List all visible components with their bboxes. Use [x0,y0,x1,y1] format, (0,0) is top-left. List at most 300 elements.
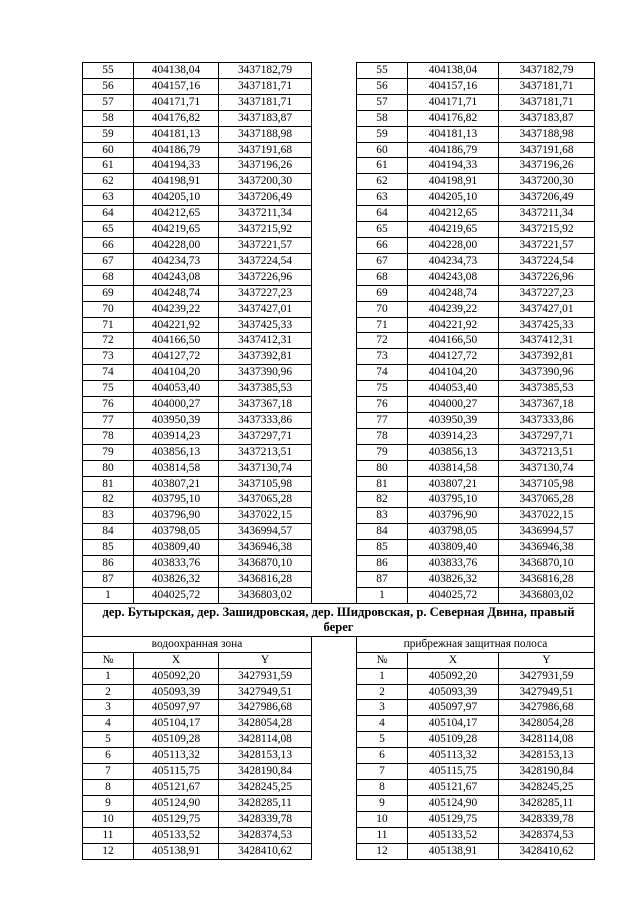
cell-y-left: 3436803,02 [219,587,312,603]
cell-y-left: 3437188,98 [219,126,312,142]
cell-num-left: 6 [83,748,134,764]
cell-num-right: 84 [357,524,408,540]
header-num-right: № [357,652,408,668]
cell-x-left: 404186,79 [134,142,219,158]
cell-num-right: 85 [357,540,408,556]
cell-y-left: 3437065,28 [219,492,312,508]
cell-num-left: 69 [83,285,134,301]
cell-x-right: 404157,16 [408,78,499,94]
cell-y-left: 3437221,57 [219,237,312,253]
cell-x-right: 403807,21 [408,476,499,492]
column-gap [312,428,357,444]
cell-x-left: 403809,40 [134,540,219,556]
column-gap [312,285,357,301]
coordinates-document [82,62,594,860]
cell-y-left: 3427986,68 [219,700,312,716]
cell-x-right: 405097,97 [408,700,499,716]
cell-y-left: 3437224,54 [219,253,312,269]
cell-x-right: 404025,72 [408,587,499,603]
cell-num-left: 73 [83,349,134,365]
cell-x-left: 404243,08 [134,269,219,285]
cell-num-left: 1 [83,668,134,684]
column-gap [312,63,357,79]
header-row [83,652,595,668]
cell-y-right: 3437181,71 [499,78,595,94]
right-caption: прибрежная защитная полоса [357,636,595,652]
cell-y-right: 3437105,98 [499,476,595,492]
table-row [83,700,595,716]
cell-num-right: 64 [357,206,408,222]
cell-x-right: 403950,39 [408,412,499,428]
cell-num-left: 5 [83,732,134,748]
cell-num-left: 9 [83,795,134,811]
cell-y-right: 3437224,54 [499,253,595,269]
cell-num-right: 65 [357,222,408,238]
table-row [83,748,595,764]
cell-num-left: 77 [83,412,134,428]
section-title-row [83,603,595,636]
cell-y-right: 3437200,30 [499,174,595,190]
header-y-right: Y [499,652,595,668]
column-gap [312,476,357,492]
cell-y-right: 3436994,57 [499,524,595,540]
cell-y-left: 3437022,15 [219,508,312,524]
cell-num-left: 76 [83,397,134,413]
cell-y-left: 3428410,62 [219,843,312,859]
cell-num-left: 8 [83,779,134,795]
cell-x-left: 404219,65 [134,222,219,238]
cell-y-left: 3437385,53 [219,381,312,397]
cell-y-left: 3437412,31 [219,333,312,349]
cell-x-right: 404219,65 [408,222,499,238]
cell-num-left: 12 [83,843,134,859]
cell-num-right: 61 [357,158,408,174]
cell-num-right: 55 [357,63,408,79]
column-gap [312,540,357,556]
cell-num-right: 74 [357,365,408,381]
cell-x-left: 403807,21 [134,476,219,492]
table-row [83,158,595,174]
table-row [83,365,595,381]
column-gap [312,412,357,428]
cell-x-left: 404127,72 [134,349,219,365]
column-gap [312,492,357,508]
cell-num-right: 1 [357,668,408,684]
cell-num-left: 71 [83,317,134,333]
cell-x-left: 404248,74 [134,285,219,301]
cell-num-right: 6 [357,748,408,764]
header-num-left: № [83,652,134,668]
header-y-left: Y [219,652,312,668]
cell-x-left: 404025,72 [134,587,219,603]
cell-x-left: 403833,76 [134,556,219,572]
column-gap [312,333,357,349]
cell-x-right: 404104,20 [408,365,499,381]
column-gap [312,732,357,748]
cell-num-right: 60 [357,142,408,158]
cell-y-left: 3437211,34 [219,206,312,222]
cell-y-right: 3437191,68 [499,142,595,158]
cell-y-left: 3437213,51 [219,444,312,460]
cell-y-left: 3437297,71 [219,428,312,444]
cell-num-right: 86 [357,556,408,572]
cell-x-left: 404205,10 [134,190,219,206]
column-gap [312,269,357,285]
cell-y-right: 3437130,74 [499,460,595,476]
cell-y-left: 3437367,18 [219,397,312,413]
table-row [83,126,595,142]
cell-y-right: 3437367,18 [499,397,595,413]
column-gap [312,158,357,174]
cell-num-right: 7 [357,764,408,780]
cell-x-right: 403814,58 [408,460,499,476]
cell-num-right: 67 [357,253,408,269]
cell-x-left: 405093,39 [134,684,219,700]
cell-y-left: 3437196,26 [219,158,312,174]
column-gap [312,301,357,317]
cell-x-left: 403814,58 [134,460,219,476]
section-title: дер. Бутырская, дер. Зашидровская, дер. Шидровская, р. Северная Двина, правый берег [83,603,595,636]
cell-y-left: 3437182,79 [219,63,312,79]
cell-x-left: 404194,33 [134,158,219,174]
cell-x-right: 404000,27 [408,397,499,413]
column-gap [312,444,357,460]
cell-y-left: 3436994,57 [219,524,312,540]
cell-num-left: 68 [83,269,134,285]
cell-y-right: 3437425,33 [499,317,595,333]
table-row [83,508,595,524]
cell-y-right: 3428285,11 [499,795,595,811]
cell-num-left: 81 [83,476,134,492]
cell-x-left: 405133,52 [134,827,219,843]
cell-x-left: 405092,20 [134,668,219,684]
cell-x-right: 405121,67 [408,779,499,795]
cell-y-right: 3437022,15 [499,508,595,524]
cell-x-right: 404181,13 [408,126,499,142]
cell-num-right: 1 [357,587,408,603]
cell-x-left: 405097,97 [134,700,219,716]
cell-num-right: 8 [357,779,408,795]
cell-x-right: 404176,82 [408,110,499,126]
cell-num-right: 87 [357,572,408,588]
column-gap [312,94,357,110]
cell-x-left: 404181,13 [134,126,219,142]
cell-num-right: 59 [357,126,408,142]
column-gap [312,748,357,764]
cell-num-left: 74 [83,365,134,381]
cell-y-left: 3437392,81 [219,349,312,365]
cell-x-right: 403826,32 [408,572,499,588]
table-row [83,412,595,428]
cell-num-left: 70 [83,301,134,317]
cell-y-left: 3428339,78 [219,811,312,827]
cell-y-right: 3437182,79 [499,63,595,79]
cell-x-left: 405113,32 [134,748,219,764]
table-row [83,206,595,222]
cell-x-right: 405104,17 [408,716,499,732]
cell-num-right: 82 [357,492,408,508]
column-gap [312,587,357,603]
cell-x-right: 404198,91 [408,174,499,190]
table-row [83,174,595,190]
cell-x-left: 404166,50 [134,333,219,349]
column-gap [312,349,357,365]
cell-x-right: 404221,92 [408,317,499,333]
cell-num-right: 83 [357,508,408,524]
cell-y-left: 3437333,86 [219,412,312,428]
cell-num-left: 60 [83,142,134,158]
table-row [83,492,595,508]
table-row [83,540,595,556]
cell-num-left: 11 [83,827,134,843]
table-row [83,190,595,206]
cell-y-right: 3427931,59 [499,668,595,684]
column-gap [312,843,357,859]
cell-y-left: 3427949,51 [219,684,312,700]
cell-num-left: 2 [83,684,134,700]
table-row [83,397,595,413]
table-row [83,444,595,460]
cell-x-left: 404104,20 [134,365,219,381]
cell-x-left: 404053,40 [134,381,219,397]
cell-y-right: 3437333,86 [499,412,595,428]
cell-x-right: 404205,10 [408,190,499,206]
cell-num-right: 57 [357,94,408,110]
column-gap [312,381,357,397]
table-row [83,253,595,269]
cell-num-left: 85 [83,540,134,556]
cell-x-left: 403826,32 [134,572,219,588]
cell-y-right: 3437215,92 [499,222,595,238]
cell-y-right: 3437227,23 [499,285,595,301]
column-gap [312,78,357,94]
column-gap [312,668,357,684]
cell-y-right: 3437412,31 [499,333,595,349]
cell-num-right: 76 [357,397,408,413]
cell-y-right: 3428114,08 [499,732,595,748]
column-gap [312,365,357,381]
cell-x-right: 405115,75 [408,764,499,780]
cell-x-right: 404234,73 [408,253,499,269]
cell-y-left: 3437206,49 [219,190,312,206]
table-row [83,795,595,811]
cell-num-right: 66 [357,237,408,253]
cell-num-left: 78 [83,428,134,444]
coordinates-table [82,62,595,860]
cell-x-left: 405129,75 [134,811,219,827]
table-row [83,843,595,859]
column-gap [312,524,357,540]
table-row [83,779,595,795]
cell-x-left: 404171,71 [134,94,219,110]
cell-num-left: 10 [83,811,134,827]
cell-y-left: 3428374,53 [219,827,312,843]
cell-y-left: 3428054,28 [219,716,312,732]
column-gap [312,636,357,652]
cell-y-left: 3436946,38 [219,540,312,556]
cell-y-right: 3428410,62 [499,843,595,859]
header-x-right: X [408,652,499,668]
cell-x-right: 403856,13 [408,444,499,460]
cell-x-left: 403950,39 [134,412,219,428]
cell-y-right: 3428245,25 [499,779,595,795]
cell-num-left: 61 [83,158,134,174]
cell-x-right: 405092,20 [408,668,499,684]
cell-x-right: 404171,71 [408,94,499,110]
cell-num-right: 62 [357,174,408,190]
cell-num-right: 69 [357,285,408,301]
cell-num-left: 75 [83,381,134,397]
cell-num-right: 71 [357,317,408,333]
cell-y-left: 3437215,92 [219,222,312,238]
cell-y-right: 3437188,98 [499,126,595,142]
cell-x-left: 403796,90 [134,508,219,524]
table-row [83,460,595,476]
column-gap [312,572,357,588]
table-row [83,476,595,492]
cell-x-right: 405093,39 [408,684,499,700]
column-gap [312,652,357,668]
cell-y-right: 3428153,13 [499,748,595,764]
table-row [83,827,595,843]
cell-y-left: 3437181,71 [219,78,312,94]
cell-x-right: 403914,23 [408,428,499,444]
cell-y-right: 3428054,28 [499,716,595,732]
cell-num-left: 67 [83,253,134,269]
column-gap [312,508,357,524]
cell-y-left: 3428114,08 [219,732,312,748]
cell-num-right: 79 [357,444,408,460]
cell-x-right: 404212,65 [408,206,499,222]
cell-num-left: 57 [83,94,134,110]
cell-num-right: 78 [357,428,408,444]
cell-num-left: 63 [83,190,134,206]
cell-y-right: 3437297,71 [499,428,595,444]
cell-y-left: 3428285,11 [219,795,312,811]
cell-x-right: 403833,76 [408,556,499,572]
cell-y-left: 3437227,23 [219,285,312,301]
cell-y-right: 3427986,68 [499,700,595,716]
cell-x-right: 404138,04 [408,63,499,79]
cell-num-right: 9 [357,795,408,811]
top-table-body [83,63,595,604]
table-row [83,668,595,684]
cell-y-right: 3436946,38 [499,540,595,556]
column-gap [312,253,357,269]
cell-x-right: 404239,22 [408,301,499,317]
column-gap [312,126,357,142]
table-row [83,572,595,588]
column-gap [312,684,357,700]
cell-y-left: 3428153,13 [219,748,312,764]
cell-y-right: 3428374,53 [499,827,595,843]
cell-num-left: 62 [83,174,134,190]
cell-y-left: 3437130,74 [219,460,312,476]
table-row [83,524,595,540]
cell-num-left: 87 [83,572,134,588]
table-row [83,317,595,333]
column-gap [312,317,357,333]
cell-x-left: 404228,00 [134,237,219,253]
cell-x-left: 403914,23 [134,428,219,444]
cell-y-right: 3428190,84 [499,764,595,780]
cell-y-left: 3437427,01 [219,301,312,317]
column-gap [312,142,357,158]
cell-y-left: 3437105,98 [219,476,312,492]
cell-x-left: 404234,73 [134,253,219,269]
cell-y-right: 3437392,81 [499,349,595,365]
column-gap [312,764,357,780]
cell-y-left: 3437191,68 [219,142,312,158]
cell-y-right: 3427949,51 [499,684,595,700]
cell-x-left: 403856,13 [134,444,219,460]
table-row [83,301,595,317]
cell-y-left: 3428245,25 [219,779,312,795]
column-gap [312,237,357,253]
column-gap [312,206,357,222]
cell-num-left: 66 [83,237,134,253]
cell-x-right: 405109,28 [408,732,499,748]
cell-y-right: 3428339,78 [499,811,595,827]
table-row [83,732,595,748]
cell-y-right: 3437226,96 [499,269,595,285]
column-gap [312,397,357,413]
cell-x-right: 405113,32 [408,748,499,764]
table-row [83,110,595,126]
cell-num-right: 3 [357,700,408,716]
cell-y-right: 3436816,28 [499,572,595,588]
left-caption: водоохранная зона [83,636,312,652]
cell-num-right: 58 [357,110,408,126]
cell-num-right: 70 [357,301,408,317]
cell-num-right: 63 [357,190,408,206]
table-row [83,556,595,572]
table-row [83,381,595,397]
cell-num-right: 56 [357,78,408,94]
column-gap [312,174,357,190]
cell-y-right: 3437065,28 [499,492,595,508]
cell-num-right: 10 [357,811,408,827]
column-gap [312,779,357,795]
cell-x-left: 403795,10 [134,492,219,508]
cell-num-left: 84 [83,524,134,540]
column-gap [312,795,357,811]
cell-x-right: 404053,40 [408,381,499,397]
cell-y-right: 3437427,01 [499,301,595,317]
cell-y-left: 3427931,59 [219,668,312,684]
cell-x-left: 405104,17 [134,716,219,732]
cell-y-right: 3437221,57 [499,237,595,253]
cell-x-right: 404228,00 [408,237,499,253]
cell-x-right: 405129,75 [408,811,499,827]
column-gap [312,716,357,732]
bottom-table-body [83,668,595,859]
cell-num-right: 73 [357,349,408,365]
cell-x-left: 404198,91 [134,174,219,190]
cell-num-left: 72 [83,333,134,349]
cell-num-left: 1 [83,587,134,603]
cell-num-left: 56 [83,78,134,94]
cell-num-left: 7 [83,764,134,780]
cell-y-left: 3437425,33 [219,317,312,333]
table-row [83,349,595,365]
cell-y-right: 3436803,02 [499,587,595,603]
cell-x-right: 404186,79 [408,142,499,158]
table-row [83,716,595,732]
cell-x-left: 404221,92 [134,317,219,333]
cell-y-right: 3437183,87 [499,110,595,126]
table-row [83,142,595,158]
